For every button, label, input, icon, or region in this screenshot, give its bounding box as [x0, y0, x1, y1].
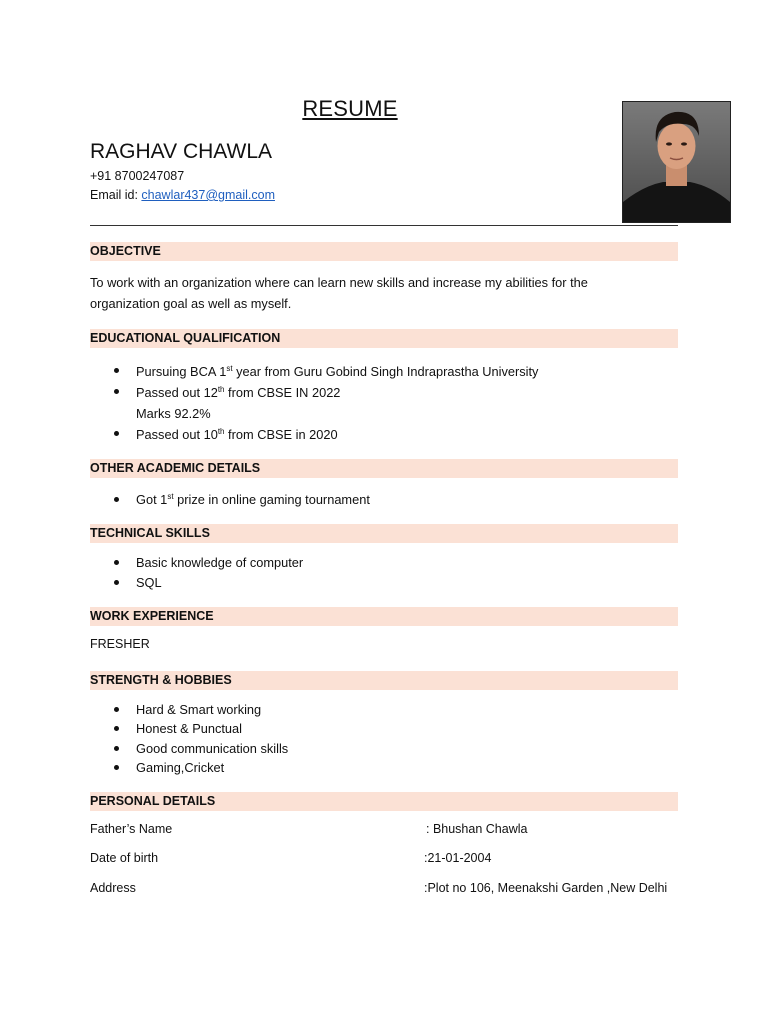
bullet-icon: [114, 368, 119, 373]
bullet-icon: [114, 497, 119, 502]
bullet-icon: [114, 707, 119, 712]
list-item: Hard & Smart working: [90, 700, 288, 719]
list-item: Basic knowledge of computer: [90, 553, 303, 573]
education-list: [90, 361, 538, 445]
list-item: Good communication skills: [90, 739, 288, 758]
objective-text: [90, 272, 680, 314]
header-divider: [90, 225, 678, 226]
bullet-icon: [114, 580, 119, 585]
bullet-icon: [114, 560, 119, 565]
bullet-icon: [114, 726, 119, 731]
page-title: RESUME: [302, 96, 398, 121]
section-heading-personal: PERSONAL DETAILS: [90, 792, 678, 811]
portrait-image: [623, 102, 730, 222]
email-link[interactable]: chawlar437@gmail.com: [141, 188, 275, 202]
list-item: Gaming,Cricket: [90, 758, 288, 777]
list-subline: Marks 92.2%: [136, 406, 211, 421]
personal-label-father: Father’s Name: [90, 822, 173, 836]
section-heading-objective: OBJECTIVE: [90, 242, 678, 261]
personal-value-address: :Plot no 106, Meenakshi Garden ,New Delhi: [424, 881, 668, 895]
email-line: [90, 188, 275, 202]
section-heading-education: EDUCATIONAL QUALIFICATION: [90, 329, 678, 348]
other-academic-list: [90, 490, 370, 509]
list-item: Got 1st prize in online gaming tournament: [90, 490, 370, 509]
list-item: Passed out 12th from CBSE IN 2022: [90, 382, 538, 403]
section-heading-work: WORK EXPERIENCE: [90, 607, 678, 626]
list-item: Passed out 10th from CBSE in 2020: [90, 424, 538, 445]
personal-label-dob: Date of birth: [90, 851, 159, 865]
bullet-icon: [114, 389, 119, 394]
objective-line-1: To work with an organization where can learn new skills and increase my abilities for the: [90, 275, 588, 290]
personal-label-address: Address: [90, 881, 136, 895]
personal-value-dob: :21-01-2004: [424, 851, 492, 865]
phone-number: +91 8700247087: [90, 169, 185, 183]
work-experience-text: FRESHER: [90, 637, 150, 651]
bullet-icon: [114, 431, 119, 436]
list-item: Pursuing BCA 1st year from Guru Gobind Singh Indraprastha University: [90, 361, 538, 382]
section-heading-other-academic: OTHER ACADEMIC DETAILS: [90, 459, 678, 478]
profile-photo: [622, 101, 731, 223]
section-heading-hobbies: STRENGTH & HOBBIES: [90, 671, 678, 690]
hobbies-list: [90, 700, 288, 777]
email-label: Email id:: [90, 188, 142, 202]
list-item: Honest & Punctual: [90, 719, 288, 738]
candidate-name: RAGHAV CHAWLA: [90, 140, 273, 163]
technical-list: [90, 553, 303, 593]
objective-line-2: organization goal as well as myself.: [90, 296, 292, 311]
list-item: SQL: [90, 573, 303, 593]
section-heading-technical: TECHNICAL SKILLS: [90, 524, 678, 543]
bullet-icon: [114, 765, 119, 770]
bullet-icon: [114, 746, 119, 751]
personal-value-father: : Bhushan Chawla: [426, 822, 528, 836]
